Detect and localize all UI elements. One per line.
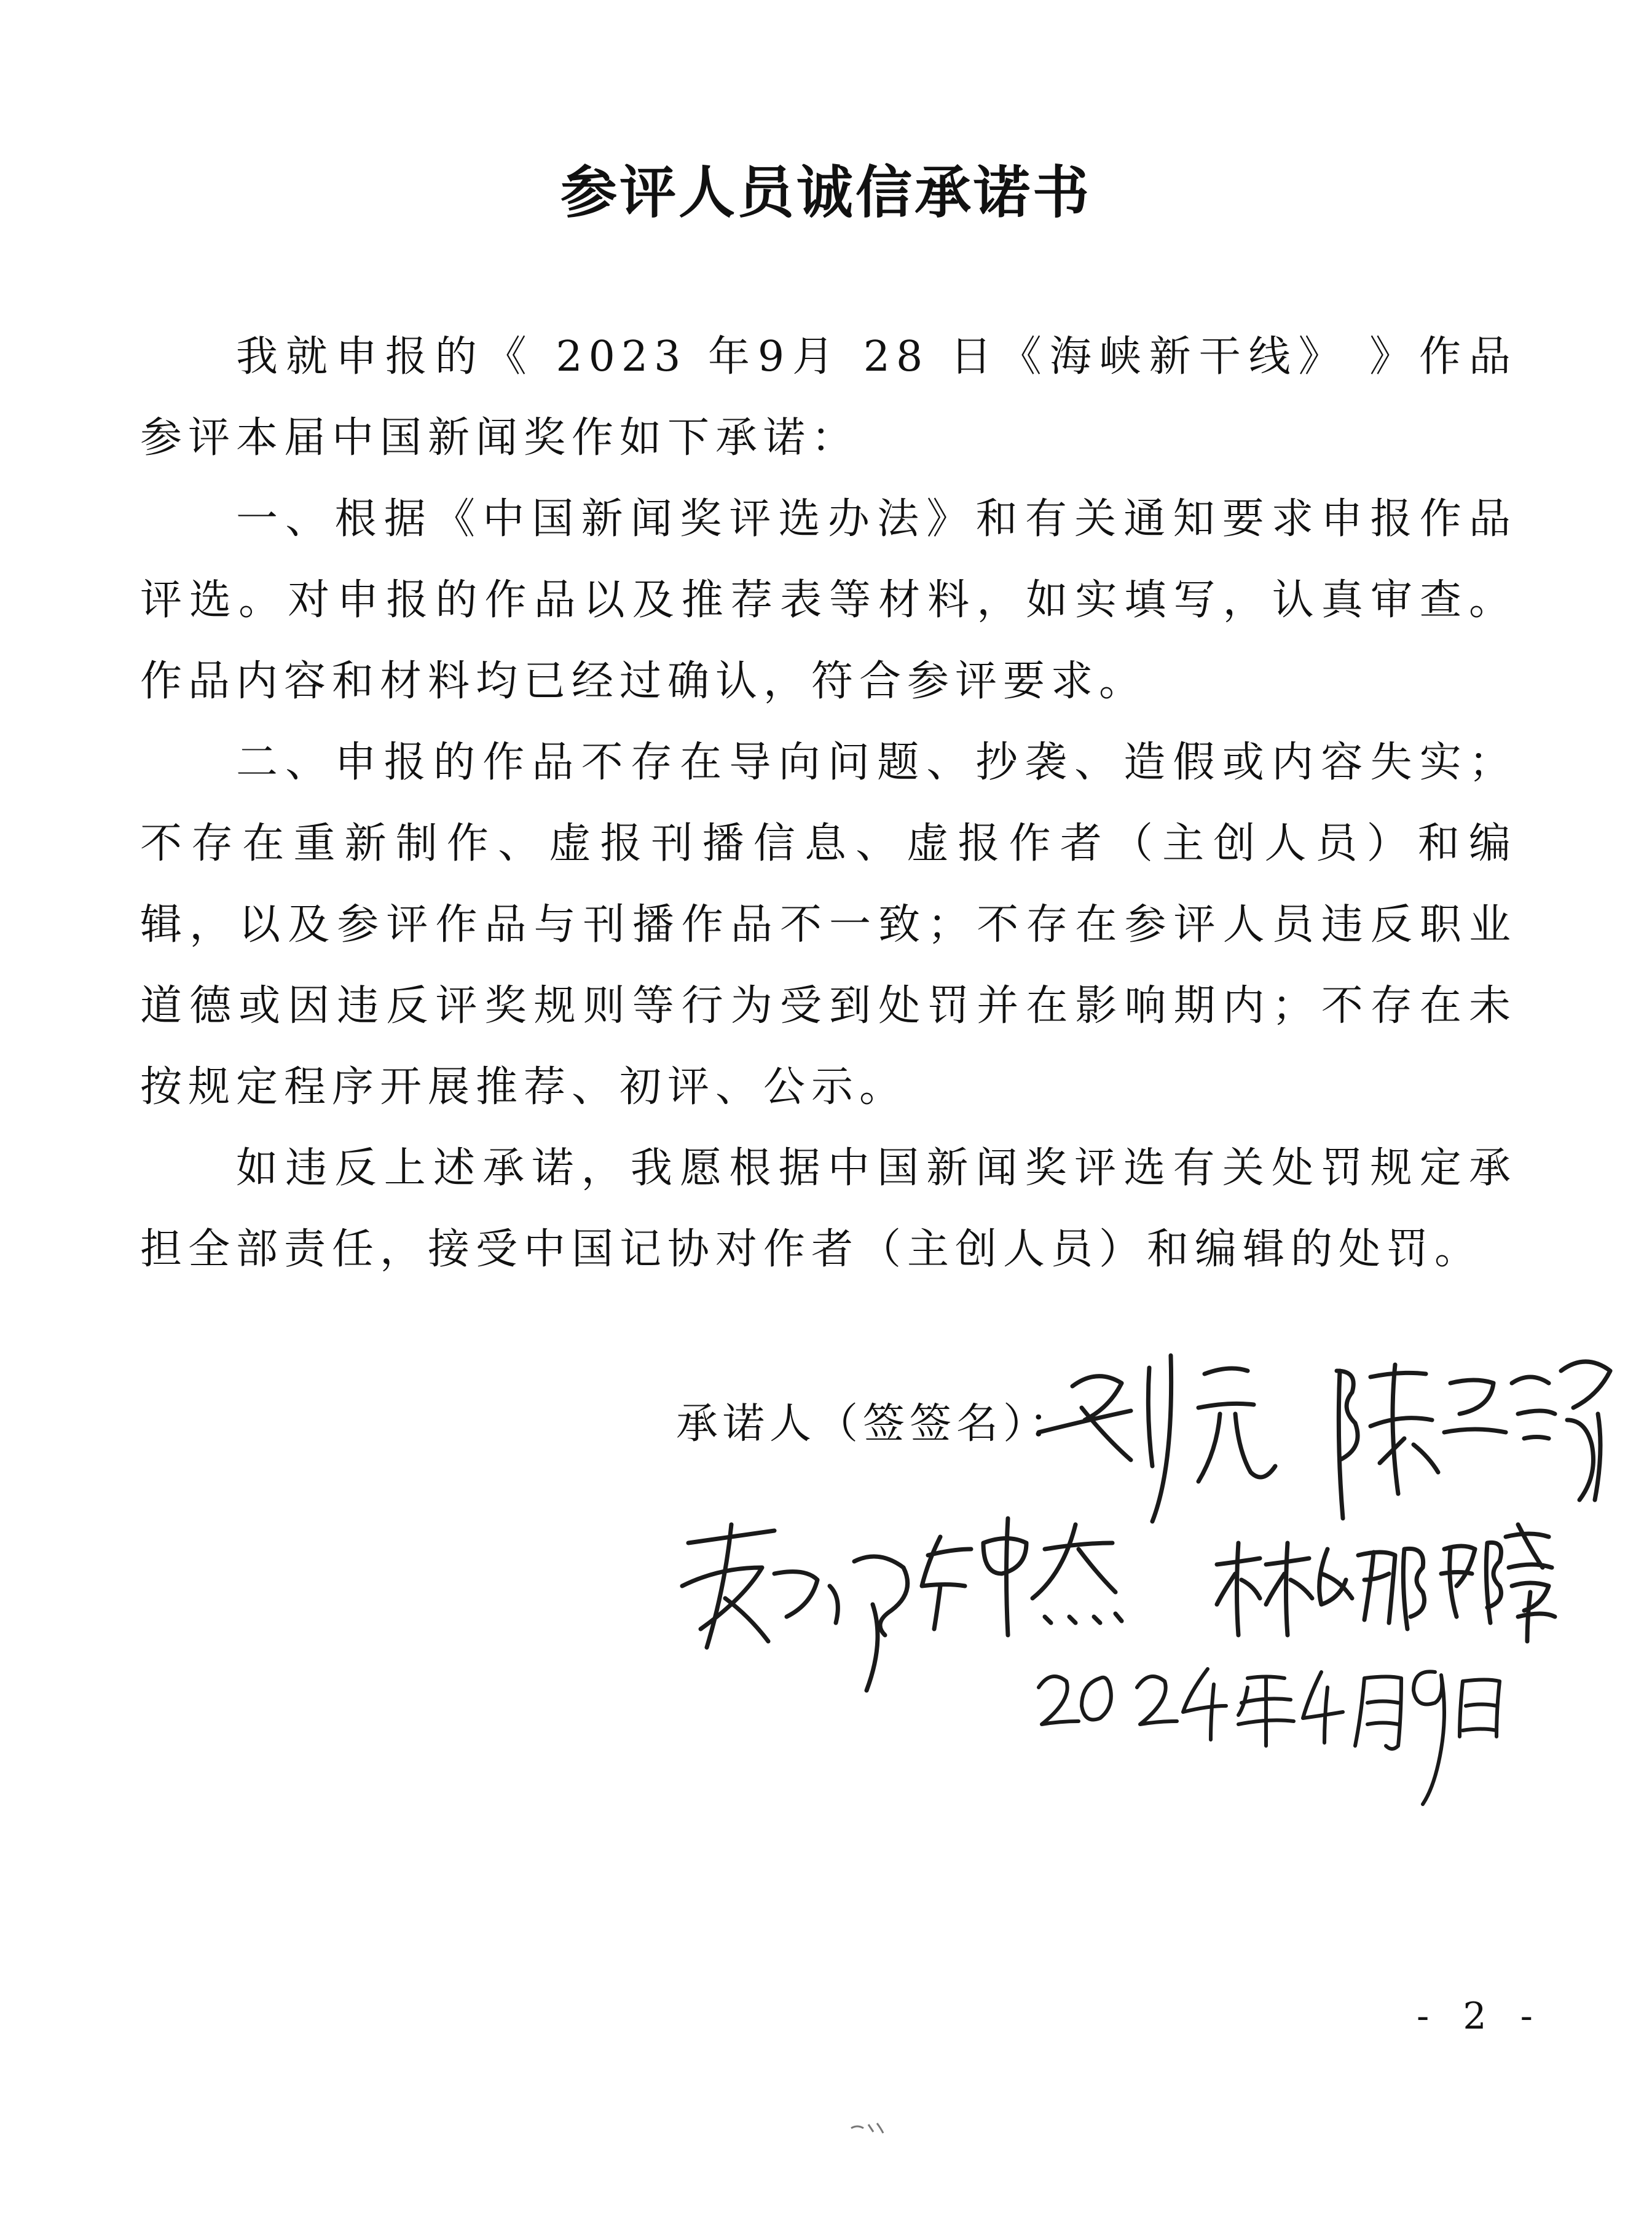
document-title: 参评人员诚信承诺书 [560,160,1092,226]
signer-label: 承诺人（签签名）： [676,1400,1076,1448]
signature-3 [682,1525,908,1690]
paragraph-commitment-1: 一、根据《中国新闻奖评选办法》和有关通知要求申报作品评选。对申报的作品以及推荐表等材料，如实填写，认真审查。作品内容和材料均已经过确认，符合参评要求。 [140,495,1517,706]
signature-2 [1337,1362,1610,1518]
page-number: - 2 - [1417,1995,1544,2038]
paragraph-liability: 如违反上述承诺，我愿根据中国新闻奖评选有关处罚规定承担全部责任，接受中国记协对作者（主创人员）和编辑的处罚。 [140,1144,1517,1274]
signature-5 [1217,1543,1425,1635]
signature-4 [922,1518,1122,1635]
scan-artifact [845,2115,894,2139]
paragraph-intro: 我就申报的《 2023 年9月 28 日《海峡新干线》 》作品参评本届中国新闻奖作如下承诺： [140,333,1517,462]
signature-1 [1039,1355,1275,1521]
paragraph-commitment-2: 二、申报的作品不存在导向问题、抄袭、造假或内容失实；不存在重新制作、虚报刊播信息、虚报作者（主创人员）和编辑，以及参评作品与刊播作品不一致；不存在参评人员违反职业道德或因违反评奖规则等行为受到处罚并在影响期内；不存在未按规定程序开展推荐、初评、公示。 [140,738,1517,1111]
handwritten-date [1039,1669,1500,1804]
signature-6 [1441,1525,1555,1641]
